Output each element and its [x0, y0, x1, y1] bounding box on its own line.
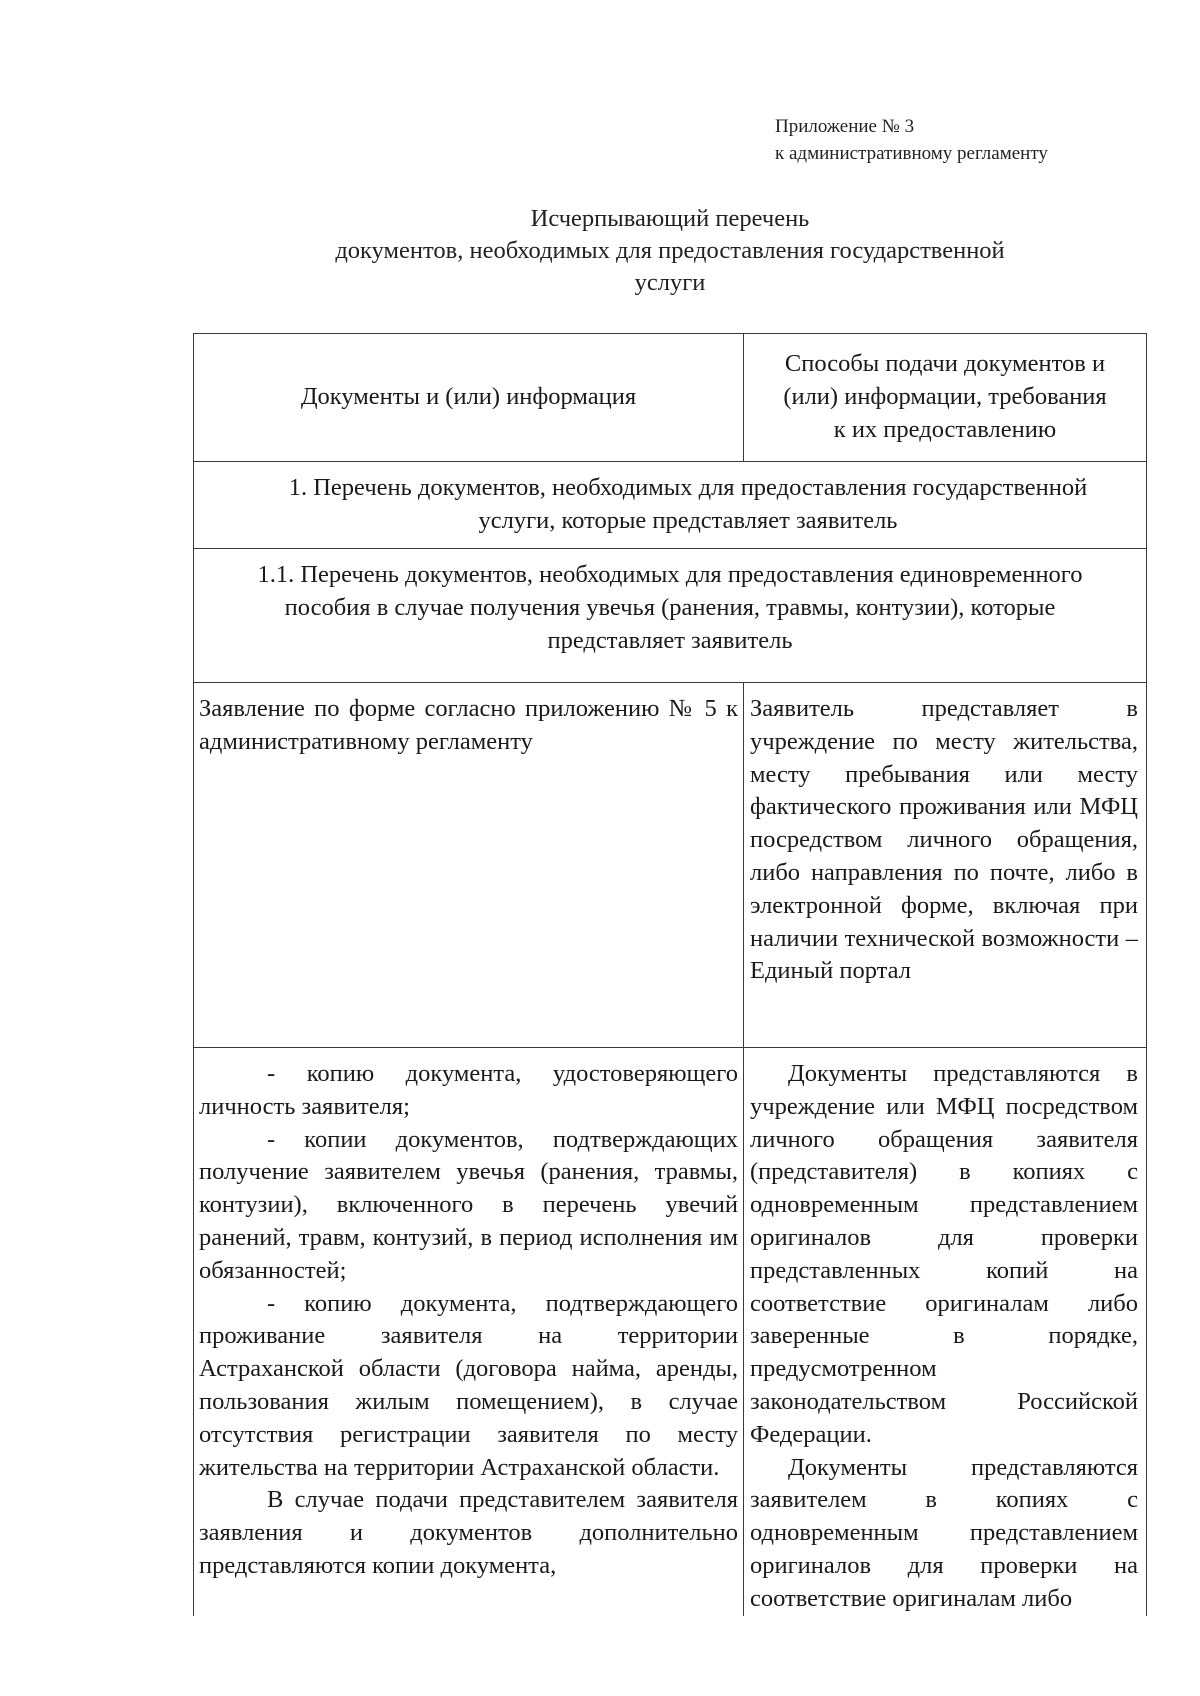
section-row	[194, 462, 1147, 549]
row2-right-para-1: Документы представляются в учреждение или МФЦ посредством личного обращения заявителя (представителя) в копиях с одновременным представлением оригиналов для проверки представленных копий на соответствие оригиналам либо заверенные в порядке, предусмотренном законодательством Российской Федерации.	[750, 1060, 1138, 1448]
row2-left-para-1: - копию документа, удостоверяющего личность заявителя;	[199, 1060, 738, 1120]
row1-method: Заявитель представляет в учреждение по месту жительства, месту пребывания или месту фактического проживания или МФЦ посредством личного обращения, либо направления по почте, либо в электронной форме, включая при наличии технической возможности – Единый портал	[744, 683, 1147, 1048]
title-line-3: услуги	[634, 269, 706, 296]
appendix-line-1: Приложение № 3	[775, 116, 915, 137]
header-col2-line-3: к их предоставлению	[833, 415, 1057, 443]
row2-right-para-2: Документы представляются заявителем в копиях с одновременным представлением оригиналов для проверки на соответствие оригиналам либо	[750, 1453, 1138, 1612]
header-col2-line-1: Способы подачи документов и	[784, 350, 1106, 378]
table-header-row	[194, 334, 1147, 462]
table-row	[194, 1048, 1147, 1616]
table-row	[194, 683, 1147, 1048]
row2-left-para-4: В случае подачи представителем заявителя заявления и документов дополнительно представляются копии документа,	[199, 1486, 738, 1579]
row2-left-para-3: - копию документа, подтверждающего проживание заявителя на территории Астраханской области (договора найма, аренды, пользования жилым помещением), в случае отсутствия регистрации заявителя по месту жительства на территории Астраханской области.	[199, 1289, 738, 1481]
title-line-1: Исчерпывающий перечень	[530, 205, 810, 232]
document-title	[270, 203, 1070, 299]
row1-document: Заявление по форме согласно приложению № 5 к административному регламенту	[194, 683, 744, 1048]
header-documents: Документы и (или) информация	[194, 334, 744, 462]
title-line-2: документов, необходимых для предоставления государственной	[335, 237, 1005, 264]
subsection-row	[194, 549, 1147, 683]
appendix-note	[775, 113, 1048, 167]
header-col2-line-2: (или) информации, требования	[783, 383, 1107, 411]
section-1-1-heading: 1.1. Перечень документов, необходимых для предоставления единовременного пособия в случае получения увечья (ранения, травмы, контузии), которые представляет заявитель	[194, 549, 1147, 683]
row2-methods	[744, 1048, 1147, 1616]
header-submission-methods	[744, 334, 1147, 462]
row2-documents	[194, 1048, 744, 1616]
section-1-heading: 1. Перечень документов, необходимых для предоставления государственной услуги, которые представляет заявитель	[194, 462, 1147, 549]
row2-left-para-2: - копии документов, подтверждающих получение заявителем увечья (ранения, травмы, контузии), включенного в перечень увечий ранений, травм, контузий, в период исполнения им обязанностей;	[199, 1125, 738, 1284]
appendix-line-2: к административному регламенту	[775, 143, 1048, 164]
documents-table	[193, 333, 1147, 1616]
